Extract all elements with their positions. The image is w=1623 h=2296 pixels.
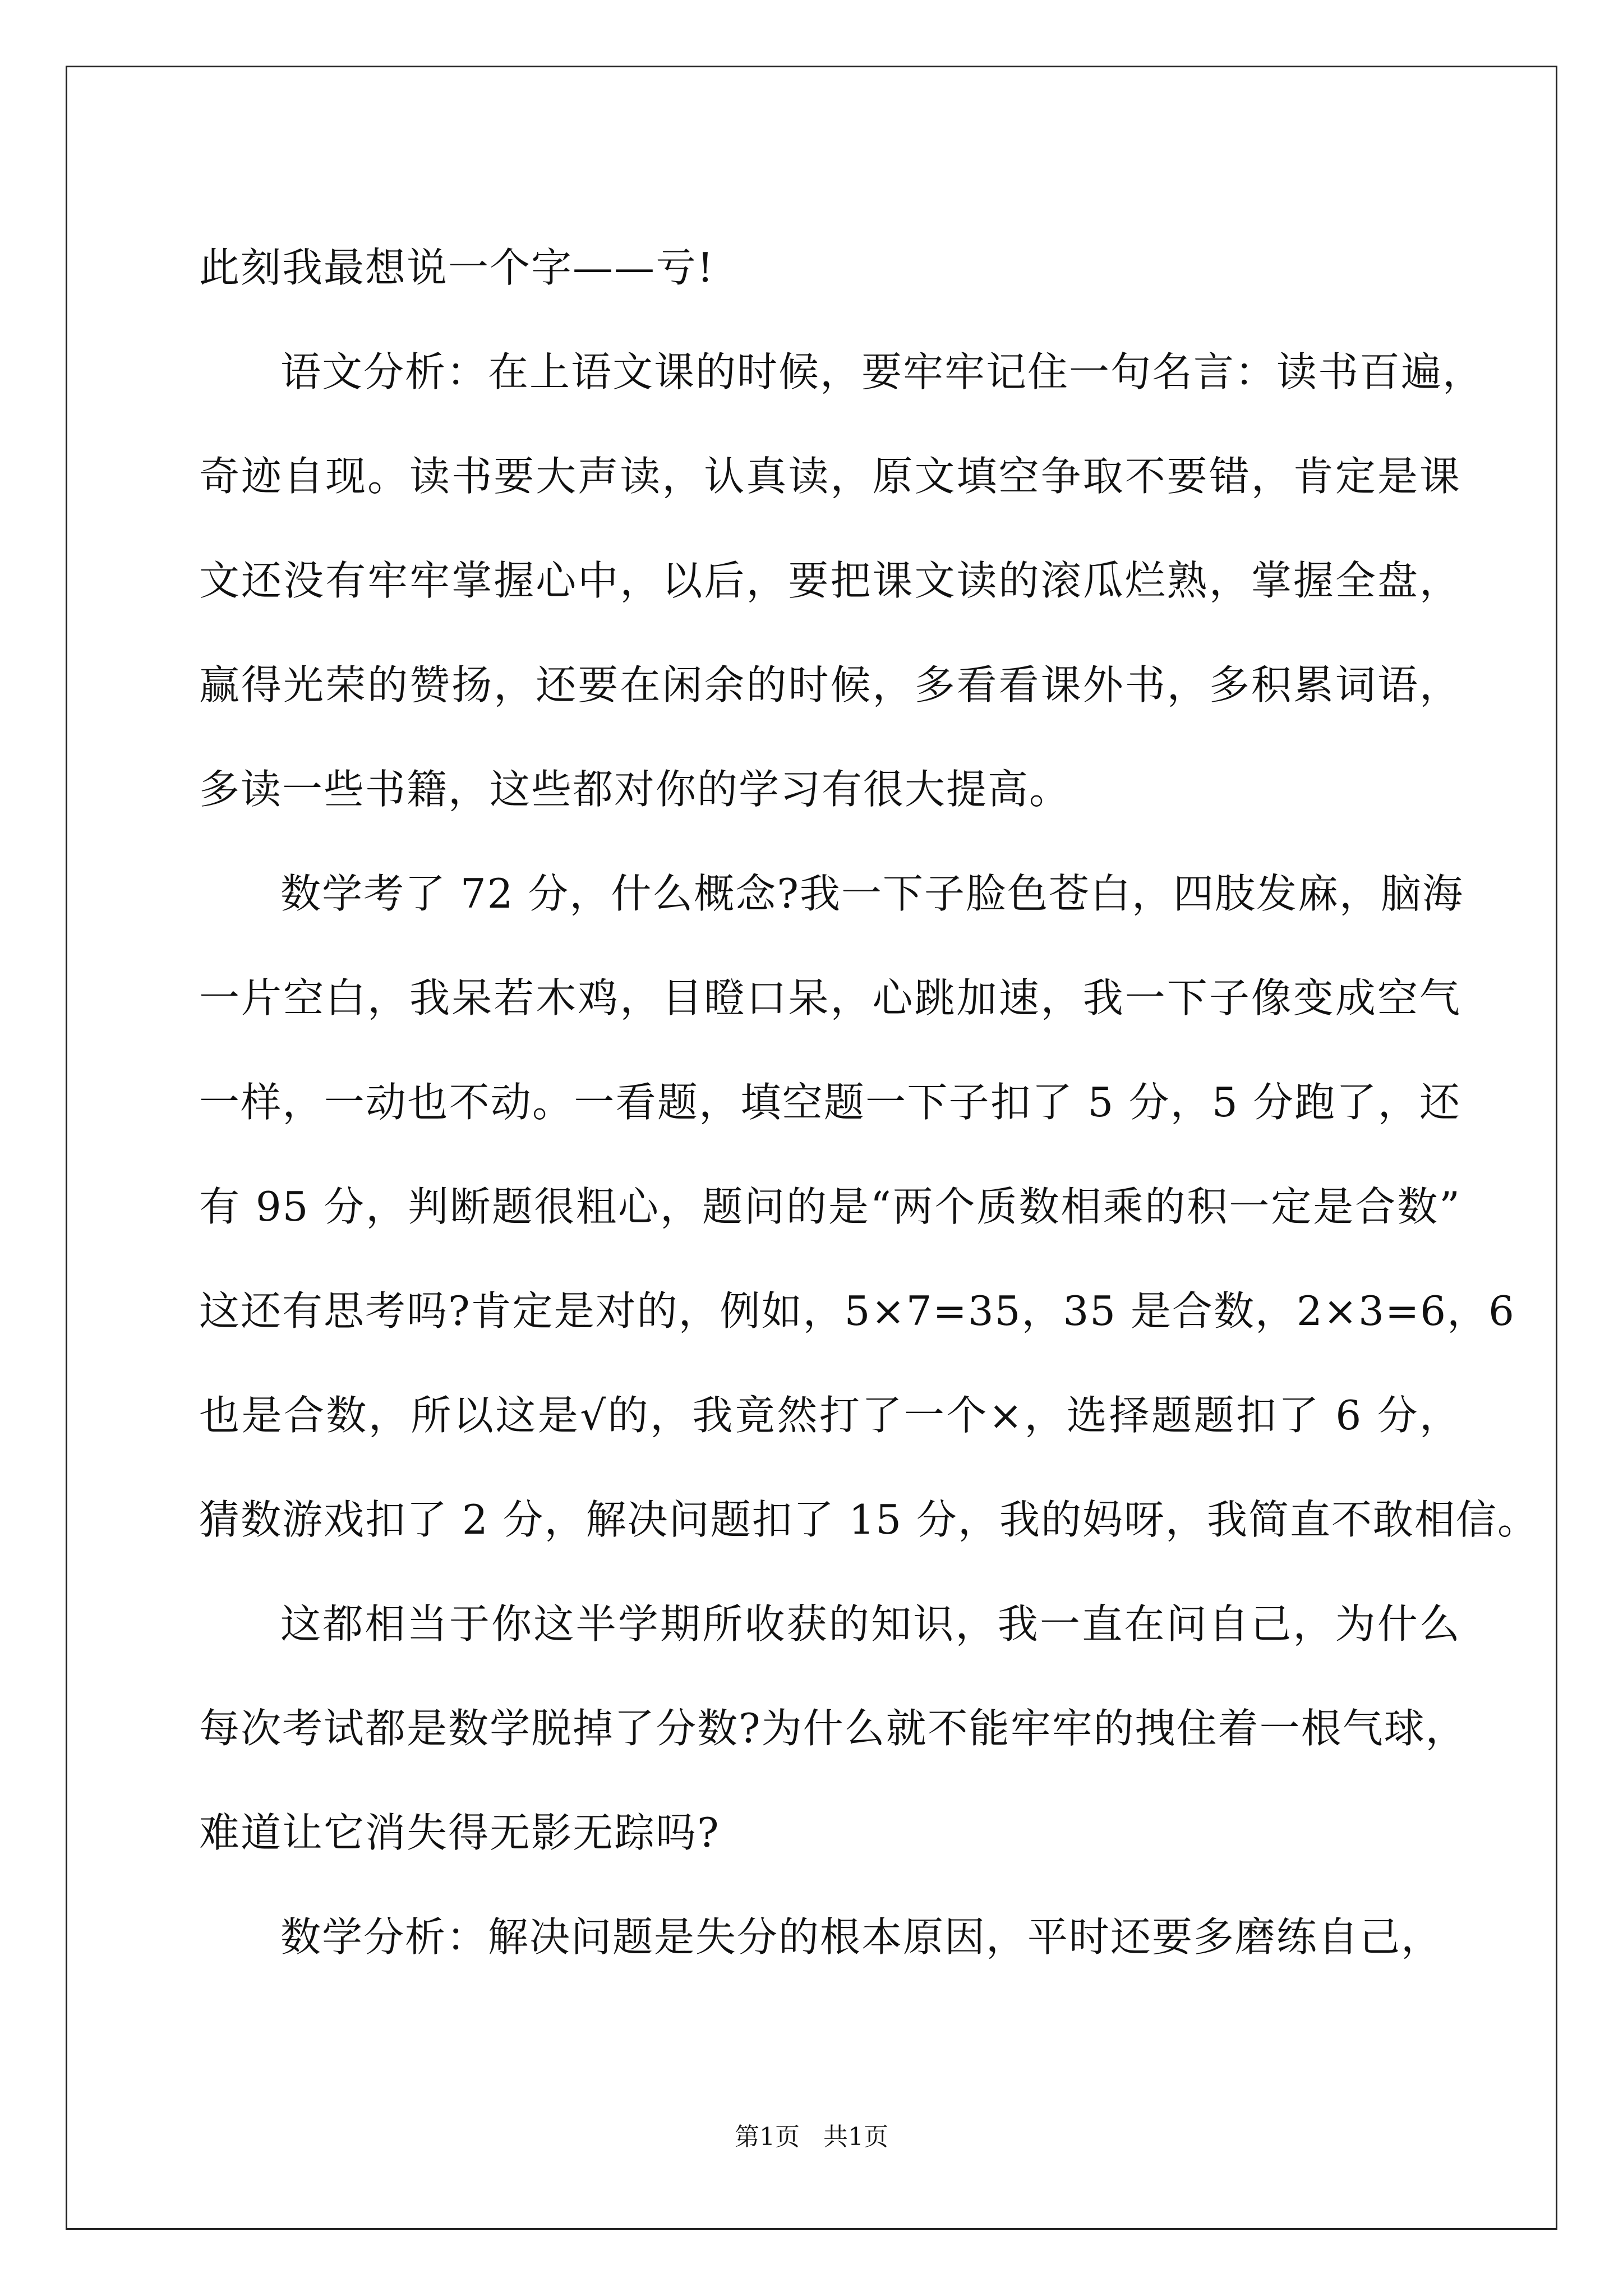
paragraph-line: 难道让它消失得无影无踪吗? [199,1809,720,1856]
paragraph-line: 猜数游戏扣了 2 分，解决问题扣了 15 分，我的妈呀，我简直不敢相信。 [199,1496,1539,1543]
paragraph-line: 这还有思考吗?肯定是对的，例如，5×7=35，35 是合数，2×3=6，6 [199,1287,1515,1335]
paragraph-line: 一样，一动也不动。一看题，填空题一下子扣了 5 分，5 分跑了，还 [199,1079,1461,1126]
paragraph-line: 语文分析：在上语文课的时候，要牢牢记住一句名言：读书百遍， [280,348,1484,395]
paragraph-line: 多读一些书籍，这些都对你的学习有很大提高。 [199,766,1071,813]
paragraph-line: 一片空白，我呆若木鸡，目瞪口呆，心跳加速，我一下子像变成空气 [199,974,1461,1022]
paragraph-line: 也是合数，所以这是√的，我竟然打了一个×，选择题题扣了 6 分， [199,1392,1461,1439]
paragraph-line: 文还没有牢牢掌握心中，以后，要把课文读的滚瓜烂熟，掌握全盘， [199,557,1461,604]
paragraph-line: 奇迹自现。读书要大声读，认真读，原文填空争取不要错，肯定是课 [199,453,1461,500]
paragraph-line: 数学分析：解决问题是失分的根本原因，平时还要多磨练自己， [280,1913,1443,1961]
paragraph-line: 此刻我最想说一个字——亏! [199,244,714,291]
paragraph-line: 赢得光荣的赞扬，还要在闲余的时候，多看看课外书，多积累词语， [199,661,1461,708]
paragraph-line: 有 95 分，判断题很粗心，题问的是“两个质数相乘的积一定是合数” [199,1183,1461,1230]
paragraph-line: 每次考试都是数学脱掉了分数?为什么就不能牢牢的拽住着一根气球， [199,1705,1467,1752]
page-number-footer: 第1页 共1页 [735,2123,888,2151]
document-body [199,215,1539,1989]
paragraph-line: 这都相当于你这半学期所收获的知识，我一直在问自己，为什么 [280,1600,1461,1648]
paragraph-line: 数学考了 72 分，什么概念?我一下子脸色苍白，四肢发麻，脑海 [280,870,1464,917]
